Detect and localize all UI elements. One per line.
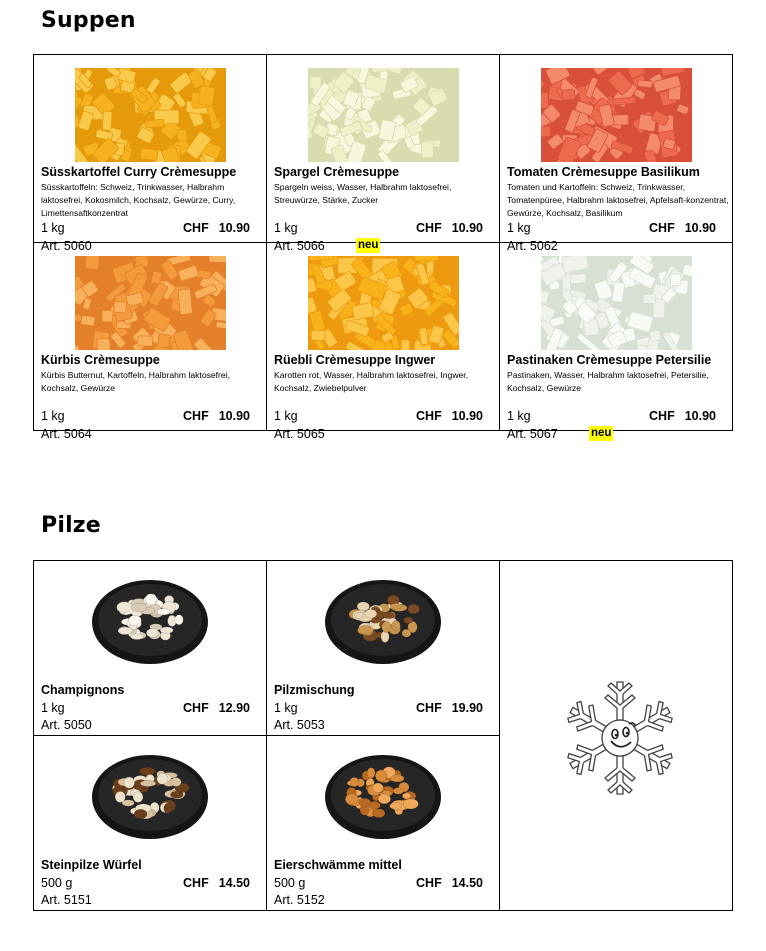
product-cell xyxy=(500,243,733,441)
mushroom-cell xyxy=(34,736,267,911)
product-price xyxy=(183,409,250,423)
product-cell xyxy=(34,55,267,253)
product-weight: 500 g xyxy=(274,876,306,890)
product-weight: 1 kg xyxy=(507,221,531,235)
article-number: Art. 5152 xyxy=(274,893,325,907)
price-value: 10.90 xyxy=(218,221,250,235)
product-name: Pilzmischung xyxy=(274,683,355,697)
product-photo xyxy=(90,749,210,841)
article-number: Art. 5064 xyxy=(41,427,92,441)
product-price xyxy=(416,701,483,715)
price-currency: CHF xyxy=(183,701,209,715)
product-ingredients: Pastinaken, Wasser, Halbrahm laktosefrei, Petersilie, Kochsalz, Gewürze xyxy=(507,370,709,393)
product-price xyxy=(183,701,250,715)
product-photo xyxy=(541,68,692,162)
product-weight: 1 kg xyxy=(41,409,65,423)
product-photo xyxy=(308,256,459,350)
price-value: 19.90 xyxy=(451,701,483,715)
product-ingredients: Süsskartoffeln: Schweiz, Trinkwasser, Halbrahm laktosefrei, Kokosmilch, Kochsalz, Gewürze, Curry, Limettensaftkonzentrat xyxy=(41,182,236,218)
product-price xyxy=(416,409,483,423)
product-photo xyxy=(308,68,459,162)
logo-cell xyxy=(500,561,733,911)
mushroom-cell xyxy=(267,561,500,736)
product-name: Spargel Crèmesuppe xyxy=(274,165,400,179)
price-value: 10.90 xyxy=(218,409,250,423)
price-value: 12.90 xyxy=(218,701,250,715)
new-badge: neu xyxy=(591,427,612,439)
article-number: Art. 5065 xyxy=(274,427,325,441)
product-photo xyxy=(323,749,443,841)
product-ingredients: Spargeln weiss, Wasser, Halbrahm laktosefrei, Streuwürze, Stärke, Zucker xyxy=(274,182,452,205)
product-price xyxy=(416,221,483,235)
product-price xyxy=(649,221,716,235)
product-price xyxy=(416,876,483,890)
article-number: Art. 5066 xyxy=(274,239,325,253)
price-currency: CHF xyxy=(416,409,442,423)
article-number: Art. 5151 xyxy=(41,893,92,907)
section-title-pilze: Pilze xyxy=(41,513,101,538)
product-cell xyxy=(500,55,733,253)
mushroom-cell xyxy=(267,736,500,911)
product-name: Champignons xyxy=(41,683,125,697)
product-price xyxy=(183,876,250,890)
product-price xyxy=(649,409,716,423)
pilze-product-table xyxy=(33,560,733,911)
price-currency: CHF xyxy=(416,876,442,890)
price-value: 10.90 xyxy=(451,221,483,235)
product-photo xyxy=(75,68,226,162)
price-currency: CHF xyxy=(649,409,675,423)
product-ingredients: Kürbis Butternut, Kartoffeln, Halbrahm laktosefrei, Kochsalz, Gewürze xyxy=(41,370,230,393)
product-weight: 1 kg xyxy=(274,409,298,423)
article-number: Art. 5060 xyxy=(41,239,92,253)
price-currency: CHF xyxy=(183,221,209,235)
product-price xyxy=(183,221,250,235)
product-photo xyxy=(90,574,210,666)
product-cell xyxy=(34,243,267,441)
price-currency: CHF xyxy=(183,876,209,890)
suppen-product-table xyxy=(33,54,733,441)
product-name: Tomaten Crèmesuppe Basilikum xyxy=(507,165,700,179)
product-weight: 1 kg xyxy=(274,701,298,715)
product-weight: 1 kg xyxy=(41,701,65,715)
product-name: Steinpilze Würfel xyxy=(41,858,142,872)
new-badge: neu xyxy=(358,239,379,251)
product-weight: 1 kg xyxy=(41,221,65,235)
product-weight: 1 kg xyxy=(274,221,298,235)
price-value: 14.50 xyxy=(451,876,483,890)
section-title-suppen: Suppen xyxy=(41,8,136,33)
product-weight: 1 kg xyxy=(507,409,531,423)
product-cell xyxy=(267,55,500,253)
price-value: 14.50 xyxy=(218,876,250,890)
product-weight: 500 g xyxy=(41,876,73,890)
article-number: Art. 5050 xyxy=(41,718,92,732)
price-currency: CHF xyxy=(183,409,209,423)
product-name: Pastinaken Crèmesuppe Petersilie xyxy=(507,353,712,367)
product-photo xyxy=(541,256,692,350)
article-number: Art. 5053 xyxy=(274,718,325,732)
price-value: 10.90 xyxy=(684,409,716,423)
product-name: Eierschwämme mittel xyxy=(274,858,402,872)
snowflake-logo xyxy=(558,676,682,800)
price-value: 10.90 xyxy=(451,409,483,423)
price-currency: CHF xyxy=(416,221,442,235)
mushroom-cell xyxy=(34,561,267,736)
product-name: Kürbis Crèmesuppe xyxy=(41,353,160,367)
product-ingredients: Karotten rot, Wasser, Halbrahm laktosefrei, Ingwer, Kochsalz, Zwiebelpulver xyxy=(274,370,469,393)
article-number: Art. 5067 xyxy=(507,427,558,441)
product-photo xyxy=(75,256,226,350)
price-value: 10.90 xyxy=(684,221,716,235)
product-name: Süsskartoffel Curry Crèmesuppe xyxy=(41,165,237,179)
price-currency: CHF xyxy=(416,701,442,715)
price-currency: CHF xyxy=(649,221,675,235)
product-photo xyxy=(323,574,443,666)
article-number: Art. 5062 xyxy=(507,239,558,253)
product-cell xyxy=(267,243,500,441)
product-ingredients: Tomaten und Kartoffeln: Schweiz, Trinkwasser, Tomatenpüree, Halbrahm laktosefrei, Apfelsaft-konzentrat, Gewürze, Kochsalz, Basilikum xyxy=(507,182,729,218)
product-name: Rüebli Crèmesuppe Ingwer xyxy=(274,353,436,367)
